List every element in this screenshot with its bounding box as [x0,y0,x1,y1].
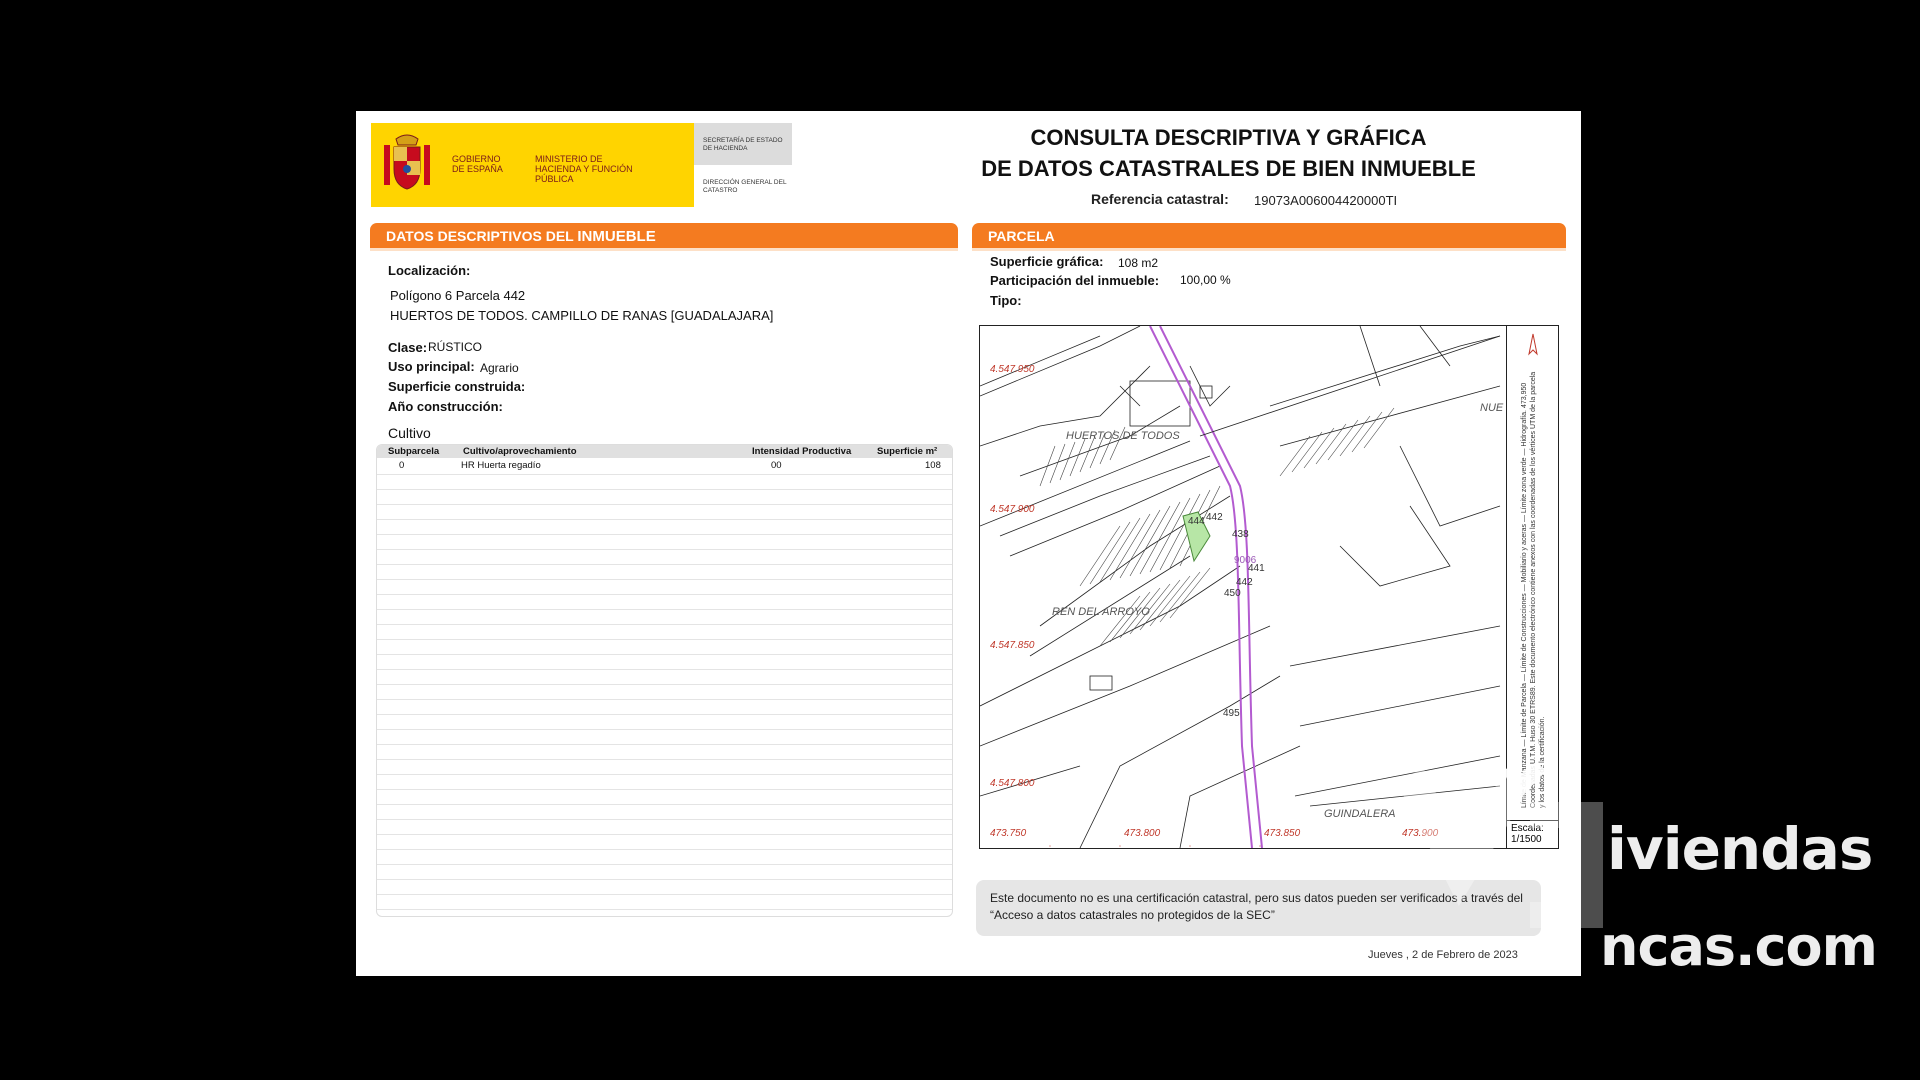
table-cell-subparcela: 0 [399,460,405,471]
page-title-line2: DE DATOS CATASTRALES DE BIEN INMUEBLE [981,156,1476,181]
localizacion-label: Localización: [388,263,471,278]
map-place-guindalera: GUINDALERA [1324,808,1396,820]
uso-value: Agrario [480,361,519,375]
map-scale-value: 1/1500 [1511,834,1542,845]
map-parcel-number: 495 [1223,708,1240,719]
logo-direccion-text: DIRECCIÓN GENERAL DEL CATASTRO [703,179,787,194]
clase-label: Clase: [388,340,428,355]
map-y-label-2: 4.547.900 [990,504,1035,515]
localizacion-line1: Polígono 6 Parcela 442 [390,288,526,303]
map-y-label-4: 4.547.800 [990,778,1035,789]
map-y-label-3: 4.547.850 [990,640,1035,651]
coat-of-arms-icon [378,131,436,201]
participacion-label: Participación del inmueble: [990,273,1160,288]
section-bar-inmueble [370,223,958,251]
map-parcel-number-selected: 442 [1236,577,1253,588]
map-place-huertos: HUERTOS DE TODOS [1066,430,1180,442]
table-header-cultivo: Cultivo/aprovechamiento [463,446,577,457]
logo-ministerio-text: MINISTERIO DE HACIENDA Y FUNCIÓN PÚBLICA [535,154,633,184]
table-cell-superficie: 108 [925,460,941,471]
logo-gobierno-text: GOBIERNO DE ESPAÑA [452,154,503,174]
map-x-label-3: 473.850 [1264,828,1301,839]
participacion-value: 100,00 % [1180,273,1231,287]
map-x-label-4: 473.900 [1402,828,1439,839]
section-title-bold: INMUEBLE [577,228,656,245]
map-y-label-1: 4.547.950 [990,364,1035,375]
superficie-grafica-value: 108 m2 [1118,256,1159,270]
anio-construccion-label: Año construcción: [388,399,503,414]
map-parcel-number: 9006 [1234,555,1257,566]
map-parcel-number: 444 [1188,516,1205,527]
disclaimer-note: Este documento no es una certificación catastral, pero sus datos pueden ser verificados a través del “Acceso a datos catastrales no protegidos de la SEC” [976,880,1541,936]
logo-secretaria-text: SECRETARÍA DE ESTADO DE HACIENDA [703,137,783,152]
uso-label: Uso principal: [388,359,475,374]
refcat-label: Referencia catastral: [1091,191,1229,207]
map-parcel-number: 450 [1224,588,1241,599]
cultivo-table [376,444,953,917]
map-x-label-2: 473.800 [1124,828,1161,839]
map-place-arroyo: REN DEL ARROYO [1052,606,1150,618]
map-x-label-1: 473.750 [990,828,1027,839]
map-parcel-number: 438 [1232,529,1249,540]
section-bar-parcela [972,223,1566,251]
table-header-superficie: Superficie m² [877,446,938,457]
table-cell-cultivo: HR Huerta regadío [461,460,541,471]
watermark-line2: ncas.com [1600,915,1877,978]
table-header-intensidad: Intensidad Productiva [752,446,852,457]
refcat-value: 19073A006004420000TI [1254,193,1398,208]
clase-value: RÚSTICO [428,340,482,354]
map-place-nue: NUE [1480,402,1504,414]
north-arrow-icon [1523,332,1543,362]
cultivo-title: Cultivo [388,425,431,441]
section-title-parcela: PARCELA [988,228,1055,244]
map-scale-label: Escala: [1511,823,1544,834]
section-title-prefix: DATOS DESCRIPTIVOS DEL [386,228,578,244]
table-header-subparcela: Subparcela [388,446,440,457]
tipo-label: Tipo: [990,293,1022,308]
localizacion-line2: HUERTOS DE TODOS. CAMPILLO DE RANAS [GUADALAJARA] [390,308,774,323]
map-parcel-number: 442 [1206,512,1223,523]
table-header-row [377,445,952,458]
map-legend-text: Límite de Manzana — Límite de Parcela — Límite de Construcciones — Mobiliario y aceras — Límite zona verde — Hidrografía. 473,950 Coordenadas U.T.M. Huso 30 ETRS89. Este documento electrónico contiene anexos con las coordenadas de los vértices UTM de la parcela y los datos de la certificación. [1521,371,1546,808]
watermark-line1: iviendas [1607,815,1873,883]
document-date: Jueves , 2 de Febrero de 2023 [1368,949,1518,961]
page-title-line1: CONSULTA DESCRIPTIVA Y GRÁFICA [1030,125,1427,150]
map-parcel-number: 441 [1248,563,1265,574]
superficie-construida-label: Superficie construida: [388,379,526,394]
superficie-grafica-label: Superficie gráfica: [990,254,1104,269]
table-cell-intensidad: 00 [771,460,782,471]
